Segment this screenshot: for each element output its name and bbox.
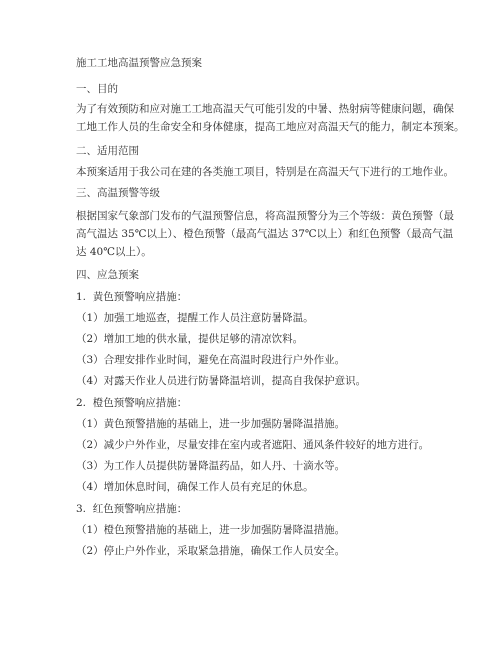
paragraph-line: 高气温达 35℃以上）、橙色预警（最高气温达 37℃以上）和红色预警（最高气温	[76, 228, 454, 240]
list-item: （3）合理安排作业时间，避免在高温时段进行户外作业。	[76, 354, 346, 366]
list-item: （4）增加休息时间，确保工作人员有充足的休息。	[76, 481, 314, 493]
list-item: （1）加强工地巡查，提醒工作人员注意防暑降温。	[76, 312, 314, 324]
paragraph-line: 本预案适用于我公司在建的各类施工项目，特别是在高温天气下进行的工地作业。	[76, 166, 454, 178]
list-item: （4）对露天作业人员进行防暑降温培训，提高自我保护意识。	[76, 375, 367, 387]
paragraph-line: 达 40℃以上）。	[76, 246, 152, 258]
list-item: （2）增加工地的供水量，提供足够的清凉饮料。	[76, 333, 304, 345]
list-item: （1）橙色预警措施的基础上，进一步加强防暑降温措施。	[76, 524, 346, 536]
list-item: （2）停止户外作业，采取紧急措施，确保工作人员安全。	[76, 545, 346, 557]
paragraph-line: 根据国家气象部门发布的气温预警信息，将高温预警分为三个等级：黄色预警（最	[76, 210, 454, 222]
subsection-heading-orange: 2. 橙色预警响应措施：	[76, 397, 188, 409]
subsection-heading-red: 3. 红色预警响应措施：	[76, 503, 188, 515]
subsection-heading-yellow: 1. 黄色预警响应措施：	[76, 291, 188, 303]
section-heading-purpose: 一、目的	[76, 83, 118, 95]
paragraph-line: 工地工作人员的生命安全和身体健康，提高工地应对高温天气的能力，制定本预案。	[76, 121, 465, 133]
list-item: （2）减少户外作业，尽量安排在室内或者遮阳、通风条件较好的地方进行。	[76, 439, 430, 451]
section-heading-scope: 二、适用范围	[76, 145, 139, 157]
list-item: （1）黄色预警措施的基础上，进一步加强防暑降温措施。	[76, 418, 346, 430]
document-title: 施工工地高温预警应急预案	[76, 57, 202, 69]
paragraph-line: 为了有效预防和应对施工工地高温天气可能引发的中暑、热射病等健康问题，确保	[76, 103, 454, 115]
list-item: （3）为工作人员提供防暑降温药品，如人丹、十滴水等。	[76, 460, 346, 472]
section-heading-levels: 三、高温预警等级	[76, 187, 160, 199]
section-heading-plan: 四、应急预案	[76, 269, 139, 281]
